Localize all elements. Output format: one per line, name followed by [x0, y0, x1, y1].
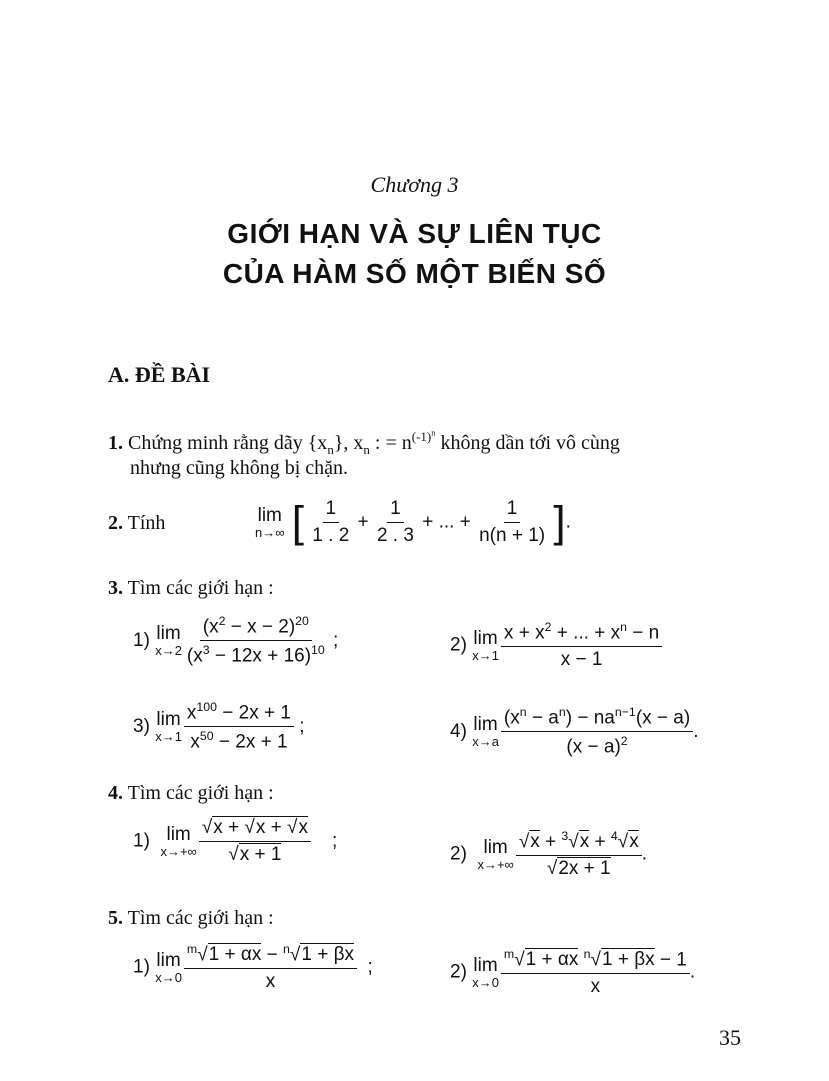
- problem-5-2: 2) lim x→0 $\frac{^m√1 + \alpha x ^n√1 + \beta x - 1}{x}$ .: [450, 947, 696, 998]
- problem-2: 2. Tính: [108, 512, 166, 534]
- chapter-label: Chương 3: [370, 172, 459, 197]
- section-heading: A. ĐỀ BÀI: [108, 362, 211, 387]
- problem-4: 4. Tìm các giới hạn :: [108, 782, 274, 804]
- chapter-title-line-2: CỦA HÀM SỐ MỘT BIẾN SỐ: [222, 258, 607, 289]
- page-number: 35: [719, 1025, 741, 1050]
- chapter-title-line-1: GIỚI HẠN VÀ SỰ LIÊN TỤC: [227, 218, 602, 249]
- problem-3-3: 3) lim x→1 $\frac{x^{100} - 2x + 1}{x^{50} - 2x + 1}$ ;: [133, 700, 305, 753]
- problem-5-1: 1) lim x→0 $\frac{^m√1 + \alpha x - ^n√1 + \beta x}{x}$ ;: [133, 942, 373, 993]
- problem-1: 1. Chứng minh rằng dãy $\{x_n\}$, $x_n$ : = $n^{(-1)^n}$ không dần tới vô cùng: [108, 428, 620, 457]
- problem-1-line-2: nhưng cũng không bị chặn.: [130, 457, 349, 479]
- problem-4-2: 2) lim x→+∞ $\frac{√x + ^3√x + ^4√x}{√2x + 1}$ .: [450, 829, 647, 880]
- problem-5: 5. Tìm các giới hạn :: [108, 907, 274, 929]
- problem-3-1: 1) lim x→2 $\frac{(x^2 - x - 2)^{20}}{(x^3 - 12x + 16)^{10}}$ ;: [133, 614, 339, 667]
- problem-2-formula: lim n→∞ [ $\frac{1}{1 . 2}$ + $\frac{1}{2 . 3}$ + ... + $\frac{1}{n(n + 1)}$ ].: [255, 497, 571, 547]
- problem-3: 3. Tìm các giới hạn :: [108, 577, 274, 599]
- problem-3-4: 4) lim x→a $\frac{(x^n - a^n) - na^{n-1}(x - a)}{(x - a)^2}$ .: [450, 705, 699, 758]
- problem-3-2: 2) lim x→1 $\frac{x + x^2 + ... + x^n - n}{x - 1}$: [450, 620, 662, 671]
- problem-4-1: 1) lim x→+∞ $\frac{√x + √x + √x}{√x + 1}$ ;: [133, 817, 338, 865]
- problem-1-number: 1.: [108, 431, 123, 454]
